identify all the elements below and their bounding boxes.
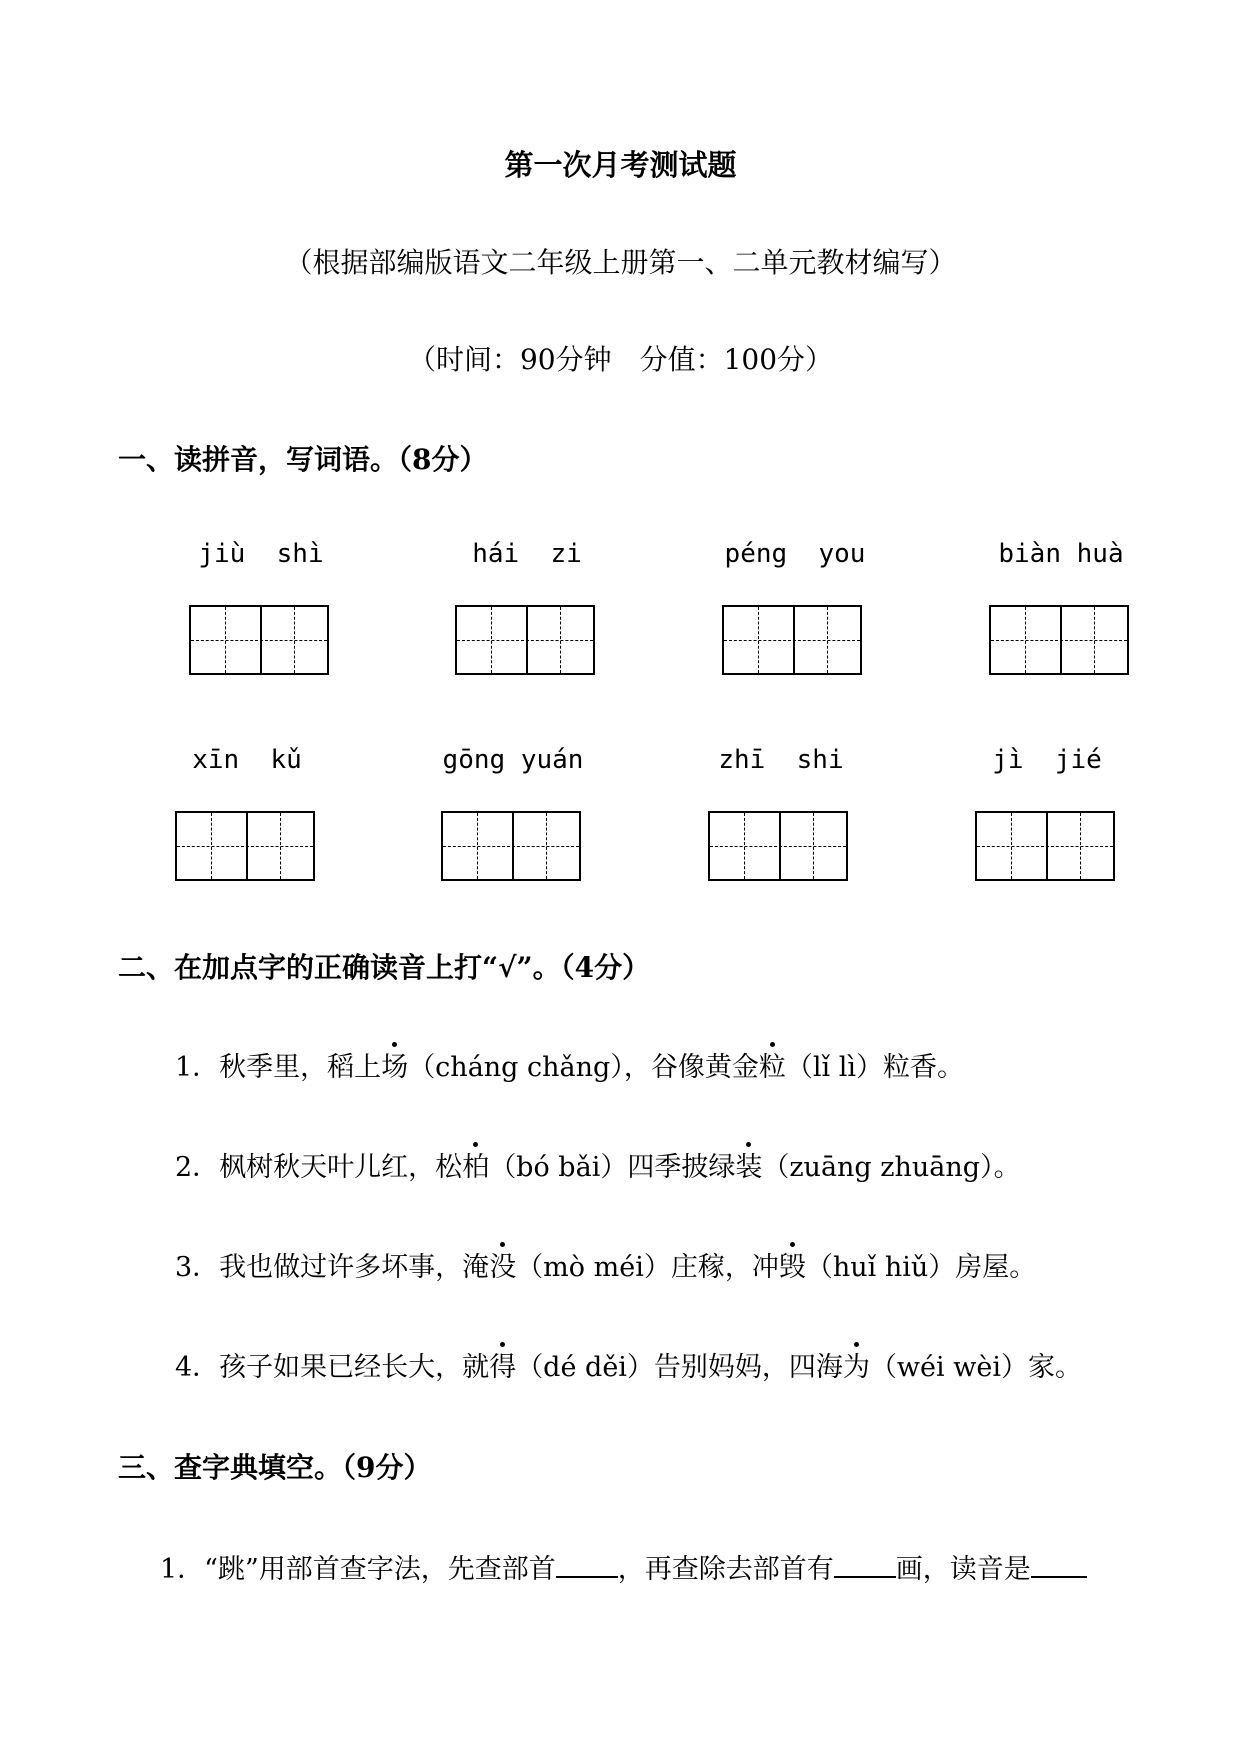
page-subtitle: （根据部编版语文二年级上册第一、二单元教材编写） <box>284 246 957 279</box>
dotted-char: 场 <box>381 1048 408 1088</box>
question-text: 画，读音是 <box>895 1554 1031 1585</box>
question-text: 2．枫树秋天叶儿红，松 <box>175 1152 463 1183</box>
dotted-char: 为 <box>843 1348 870 1388</box>
question-text: 4．孩子如果已经长大，就 <box>175 1352 490 1383</box>
section-2-heading: 二、在加点字的正确读音上打“√”。（4分） <box>118 951 651 984</box>
question-item <box>175 1348 1082 1388</box>
pinyin-label: gōng yuán <box>442 745 584 775</box>
writing-grid[interactable] <box>708 811 848 881</box>
section-1-heading: 一、读拼音，写词语。（8分） <box>118 443 488 476</box>
pinyin-label: péng you <box>724 539 866 569</box>
question-text: （cháng chǎng），谷像黄金 <box>408 1052 759 1083</box>
question-text: 1．“跳”用部首查字法，先查部首 <box>160 1554 556 1585</box>
writing-grid[interactable] <box>975 811 1115 881</box>
question-item <box>175 1148 1021 1188</box>
dotted-char: 毁 <box>779 1248 806 1288</box>
question-item <box>175 1248 1036 1288</box>
writing-grid[interactable] <box>989 605 1129 675</box>
writing-grid[interactable] <box>455 605 595 675</box>
dotted-char: 得 <box>489 1348 516 1388</box>
question-text: 3．我也做过许多坏事，淹 <box>175 1252 490 1283</box>
question-item <box>175 1048 964 1088</box>
writing-grid[interactable] <box>175 811 315 881</box>
question-text: （dé děi）告别妈妈，四海 <box>516 1352 843 1383</box>
question-text: （zuāng zhuāng）。 <box>762 1152 1021 1183</box>
dotted-char: 装 <box>735 1148 762 1188</box>
writing-grid[interactable] <box>189 605 329 675</box>
pinyin-label: xīn kǔ <box>192 745 302 775</box>
question-text: 1．秋季里，稻上 <box>175 1052 382 1083</box>
answer-blank[interactable] <box>1031 1548 1087 1578</box>
dotted-char: 没 <box>489 1248 516 1288</box>
question-item <box>160 1548 1087 1590</box>
section-3-heading: 三、查字典填空。（9分） <box>118 1451 432 1484</box>
dotted-char: 柏 <box>462 1148 489 1188</box>
dotted-char: 粒 <box>759 1048 786 1088</box>
writing-grid[interactable] <box>441 811 581 881</box>
pinyin-label: jì jié <box>992 745 1102 775</box>
writing-grid[interactable] <box>722 605 862 675</box>
question-text: （lǐ lì）粒香。 <box>785 1052 964 1083</box>
pinyin-label: hái zi <box>472 539 582 569</box>
pinyin-label: biàn huà <box>998 539 1124 569</box>
answer-blank[interactable] <box>556 1548 618 1578</box>
exam-meta: （时间：90分钟 分值：100分） <box>407 343 834 376</box>
page-title: 第一次月考测试题 <box>504 148 737 182</box>
pinyin-label: jiù shì <box>198 539 324 569</box>
pinyin-label: zhī shi <box>718 745 844 775</box>
question-text: （bó bǎi）四季披绿 <box>489 1152 736 1183</box>
question-text: （wéi wèi）家。 <box>869 1352 1082 1383</box>
question-text: ，再查除去部首有 <box>617 1554 834 1585</box>
question-text: （mò méi）庄稼，冲 <box>516 1252 779 1283</box>
answer-blank[interactable] <box>834 1548 896 1578</box>
question-text: （huǐ hiǔ）房屋。 <box>805 1252 1037 1283</box>
